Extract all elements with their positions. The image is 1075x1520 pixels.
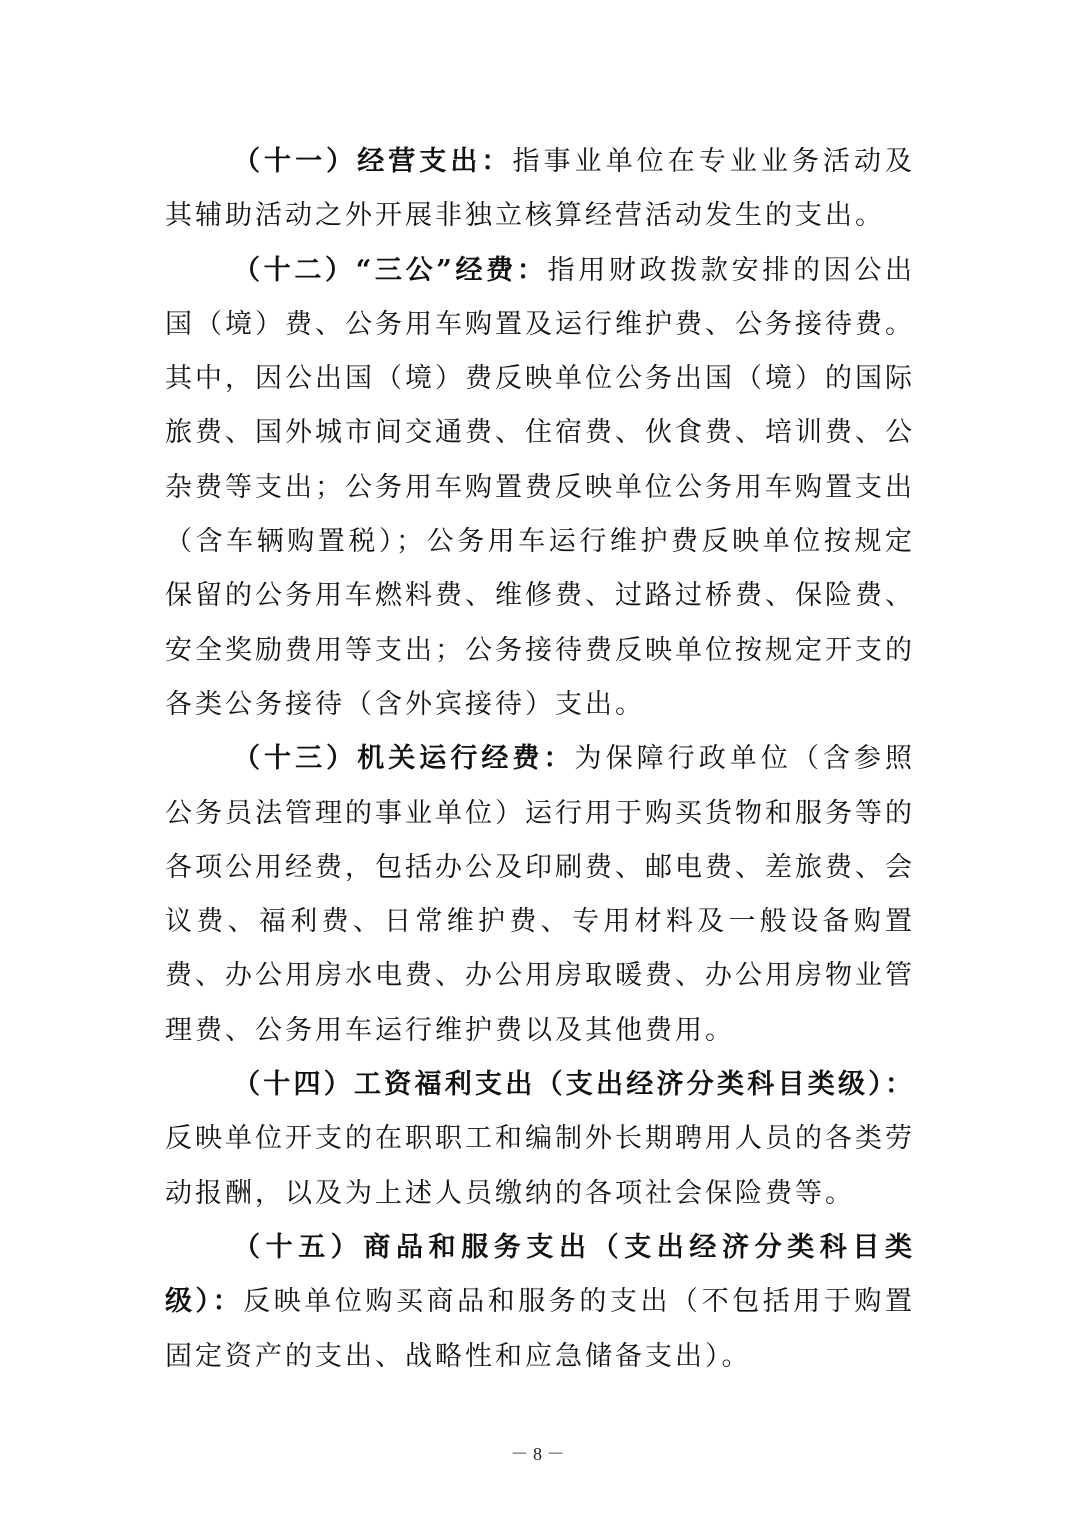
paragraph-goods-services xyxy=(165,1221,915,1384)
paragraph-three-public-expenses xyxy=(165,244,915,733)
document-body xyxy=(165,135,915,1384)
definition-wages-benefits: 反映单位开支的在职职工和编制外长期聘用人员的各类劳动报酬，以及为上述人员缴纳的各项社会保险费等。 xyxy=(165,1123,915,1209)
term-agency-operating-funds: （十三）机关运行经费： xyxy=(233,743,575,775)
paragraph-wages-benefits xyxy=(165,1058,915,1221)
definition-operating-expenditure: 指事业单位在专业业务活动及其辅助活动之外开展非独立核算经营活动发生的支出。 xyxy=(165,146,916,232)
definition-goods-services: 反映单位购买商品和服务的支出（不包括用于购置固定资产的支出、战略性和应急储备支出）。 xyxy=(165,1286,915,1372)
paragraph-operating-expenditure xyxy=(165,135,915,244)
definition-three-public-expenses: 指用财政拨款安排的因公出国（境）费、公务用车购置及运行维护费、公务接待费。其中，因公出国（境）费反映单位公务出国（境）的国际旅费、国外城市间交通费、住宿费、伙食费、培训费、公杂费等支出；公务用车购置费反映单位公务用车购置支出（含车辆购置税）；公务用车运行维护费反映单位按规定保留的公务用车燃料费、维修费、过路过桥费、保险费、安全奖励费用等支出；公务接待费反映单位按规定开支的各类公务接待（含外宾接待）支出。 xyxy=(165,254,915,720)
term-goods-services: （十五）商品和服务支出（支出经济分类科目类级）： xyxy=(165,1231,915,1318)
page-number: － 8 － xyxy=(510,1444,565,1464)
definition-agency-operating-funds: 为保障行政单位（含参照公务员法管理的事业单位）运行用于购买货物和服务等的各项公用经费，包括办公及印刷费、邮电费、差旅费、会议费、福利费、日常维护费、专用材料及一般设备购置费、办公用房水电费、办公用房取暖费、办公用房物业管理费、公务用车运行维护费以及其他费用。 xyxy=(165,743,916,1046)
term-wages-benefits: （十四）工资福利支出（支出经济分类科目类级）： xyxy=(233,1069,915,1101)
paragraph-agency-operating-funds xyxy=(165,732,915,1058)
term-operating-expenditure: （十一）经营支出： xyxy=(233,146,513,177)
term-three-public-expenses: （十二）“三公”经费： xyxy=(233,254,548,286)
